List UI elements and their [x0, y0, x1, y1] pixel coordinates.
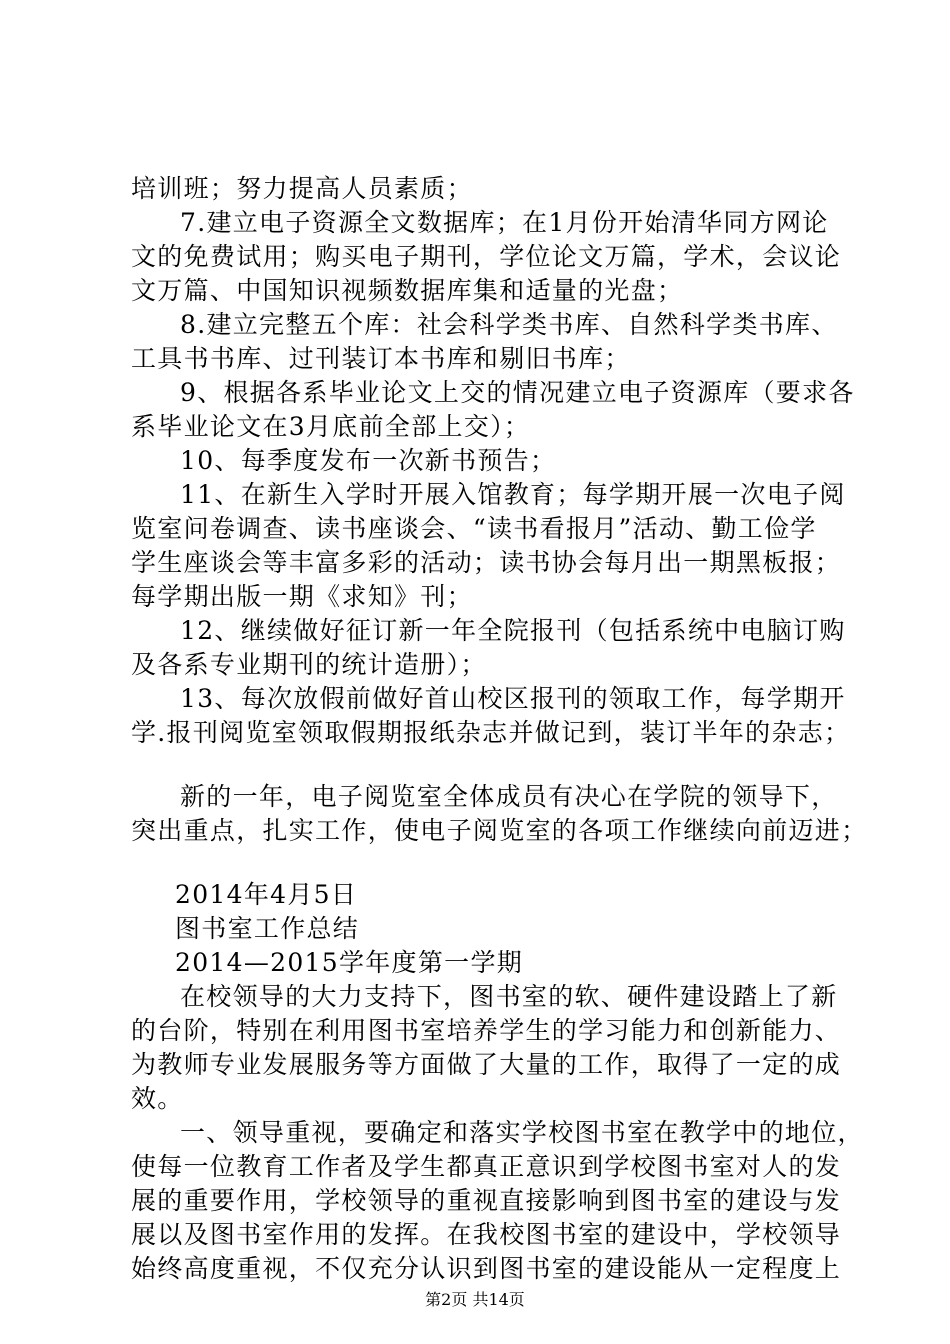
document-subtitle: 2014—2015学年度第一学期: [175, 948, 524, 977]
text-line: 7.建立电子资源全文数据库；在1月份开始清华同方网论: [180, 208, 829, 237]
page-footer: [0, 1290, 950, 1310]
text-line: 每学期出版一期《求知》刊；: [131, 582, 473, 611]
text-line: 9、根据各系毕业论文上交的情况建立电子资源库（要求各: [180, 378, 855, 407]
text-line: 10、每季度发布一次新书预告；: [180, 446, 557, 475]
text-line: 文万篇、中国知识视频数据库集和适量的光盘；: [131, 276, 684, 305]
text-line: 突出重点，扎实工作，使电子阅览室的各项工作继续向前迈进；: [131, 816, 868, 845]
text-line: 学生座谈会等丰富多彩的活动；读书协会每月出一期黑板报；: [131, 548, 842, 577]
text-line: 学.报刊阅览室领取假期报纸杂志并做记到，装订半年的杂志；: [131, 718, 851, 747]
text-line: 效。: [131, 1084, 184, 1113]
page-number: 第2页 共14页: [425, 1290, 525, 1309]
text-line: 工具书书库、过刊装订本书库和剔旧书库；: [131, 344, 631, 373]
text-line: 展的重要作用，学校领导的重视直接影响到图书室的建设与发: [131, 1186, 842, 1215]
text-line: 为教师专业发展服务等方面做了大量的工作，取得了一定的成: [131, 1050, 842, 1079]
text-line: 一、领导重视，要确定和落实学校图书室在教学中的地位，: [180, 1118, 864, 1147]
text-line: 13、每次放假前做好首山校区报刊的领取工作，每学期开: [180, 684, 846, 713]
text-line: 培训班；努力提高人员素质；: [131, 174, 473, 203]
text-line: 展以及图书室作用的发挥。在我校图书室的建设中，学校领导: [131, 1220, 842, 1249]
document-title: 图书室工作总结: [175, 914, 360, 943]
text-line: 览室问卷调查、读书座谈会、“读书看报月”活动、勤工俭学: [131, 514, 817, 543]
text-line: 8.建立完整五个库：社会科学类书库、自然科学类书库、: [180, 310, 838, 339]
text-line: 文的免费试用；购买电子期刊，学位论文万篇，学术，会议论: [131, 242, 842, 271]
text-line: 系毕业论文在3月底前全部上交）；: [131, 412, 531, 441]
text-line: 使每一位教育工作者及学生都真正意识到学校图书室对人的发: [131, 1152, 842, 1181]
text-line: 11、在新生入学时开展入馆教育；每学期开展一次电子阅: [180, 480, 846, 509]
text-line: 在校领导的大力支持下，图书室的软、硬件建设踏上了新: [180, 982, 838, 1011]
text-line: 始终高度重视，不仅充分认识到图书室的建设能从一定程度上: [131, 1254, 842, 1283]
text-line: 12、继续做好征订新一年全院报刊（包括系统中电脑订购: [180, 616, 846, 645]
date-line: 2014年4月5日: [175, 880, 358, 909]
text-line: 的台阶，特别在利用图书室培养学生的学习能力和创新能力、: [131, 1016, 842, 1045]
text-line: 新的一年，电子阅览室全体成员有决心在学院的领导下，: [180, 782, 838, 811]
text-line: 及各系专业期刊的统计造册）；: [131, 650, 487, 679]
